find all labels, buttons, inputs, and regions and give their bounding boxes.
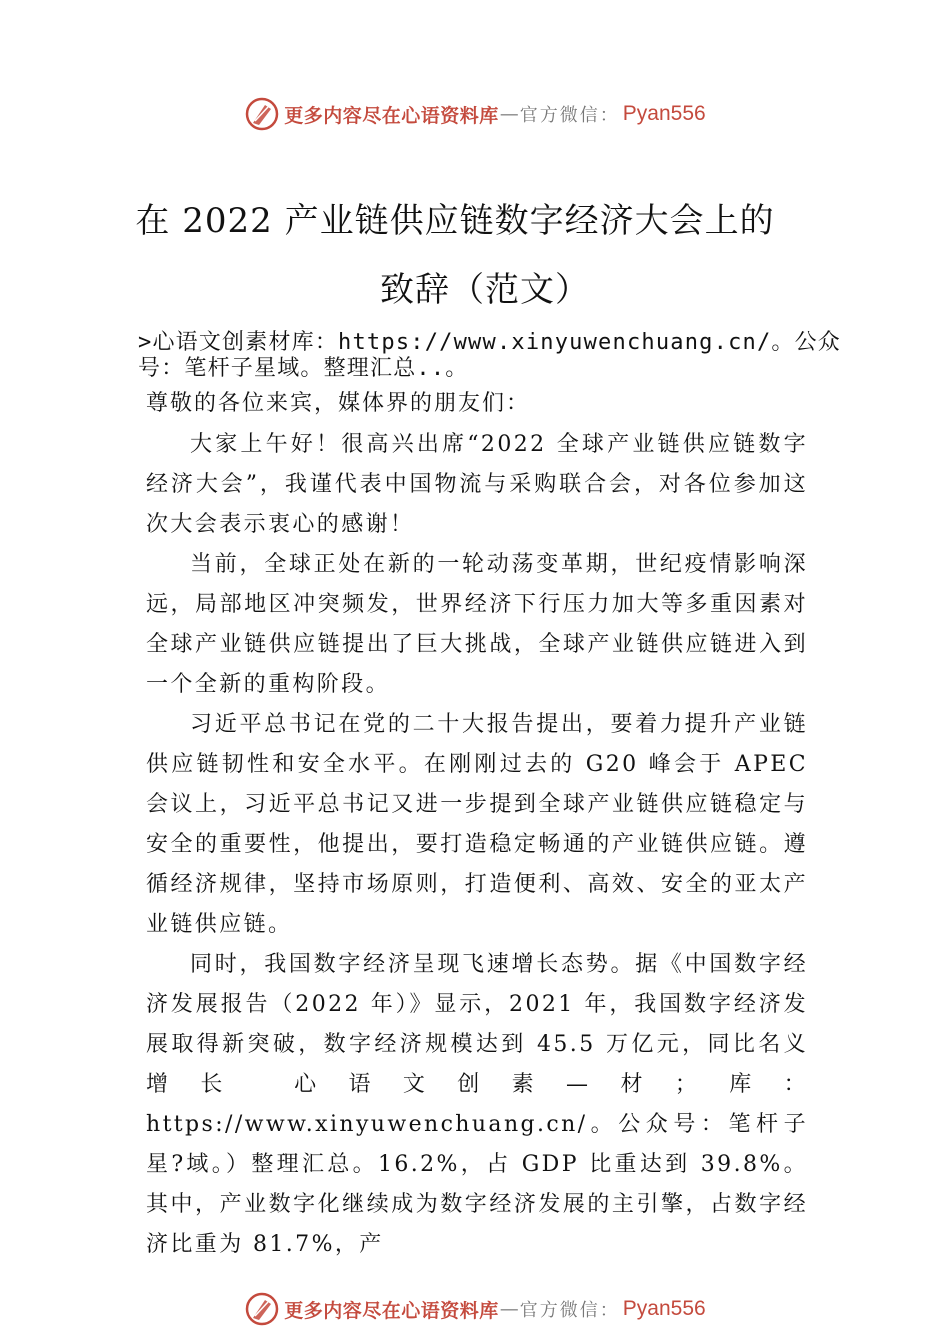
- document-body: [146, 425, 808, 1265]
- watermark-wechat-id: Pyan556: [622, 102, 706, 125]
- watermark-footer: [0, 1289, 950, 1329]
- paragraph: 当前，全球正处在新的一轮动荡变革期，世纪疫情影响深远，局部地区冲突频发，世界经济下行压力加大等多重因素对全球产业链供应链提出了巨大挑战，全球产业链供应链进入到一个全新的重构阶段。: [146, 552, 808, 697]
- paragraph: 大家上午好！很高兴出席“2022 全球产业链供应链数字经济大会”，我谨代表中国物流与采购联合会，对各位参加这次大会表示衷心的感谢！: [146, 432, 808, 537]
- document-title-line2: 致辞（范文）: [380, 270, 590, 310]
- watermark-dash: —: [499, 103, 519, 125]
- pen-nib-logo-icon: [244, 1291, 280, 1327]
- watermark-dash: —: [499, 1298, 519, 1320]
- greeting: 尊敬的各位来宾，媒体界的朋友们：: [146, 391, 531, 416]
- watermark-wechat-id: Pyan556: [622, 1297, 706, 1320]
- watermark-label: 官方微信：: [519, 1300, 620, 1321]
- watermark-text: 更多内容尽在心语资料库: [284, 1299, 499, 1322]
- watermark-text: 更多内容尽在心语资料库: [284, 104, 499, 127]
- pen-nib-logo-icon: [244, 96, 280, 132]
- document-title-line1: 在 2022 产业链供应链数字经济大会上的: [135, 201, 775, 241]
- source-note: >心语文创素材库：https://www.xinyuwenchuang.cn/。公众号：笔杆子星域。整理汇总..。: [138, 330, 841, 381]
- paragraph: 同时，我国数字经济呈现飞速增长态势。据《中国数字经济发展报告（2022 年）》显示，2021 年，我国数字经济发展取得新突破，数字经济规模达到 45.5 万亿元，同比名义增长 心语文创素—材；库：https://www.xinyuwenchuang.cn/。公众号：笔杆子星?域。）整理汇总。16.2%，占 GDP 比重达到 39.8%。其中，产业数字化继续成为数字经济发展的主引擎，占数字经济比重为 81.7%，产: [146, 952, 808, 1257]
- watermark-header: [0, 94, 950, 134]
- paragraph: 习近平总书记在党的二十大报告提出，要着力提升产业链供应链韧性和安全水平。在刚刚过去的 G20 峰会于 APEC 会议上，习近平总书记又进一步提到全球产业链供应链稳定与安全的重要性，他提出，要打造稳定畅通的产业链供应链。遵循经济规律，坚持市场原则，打造便利、高效、安全的亚太产业链供应链。: [146, 712, 808, 937]
- watermark-label: 官方微信：: [519, 105, 620, 126]
